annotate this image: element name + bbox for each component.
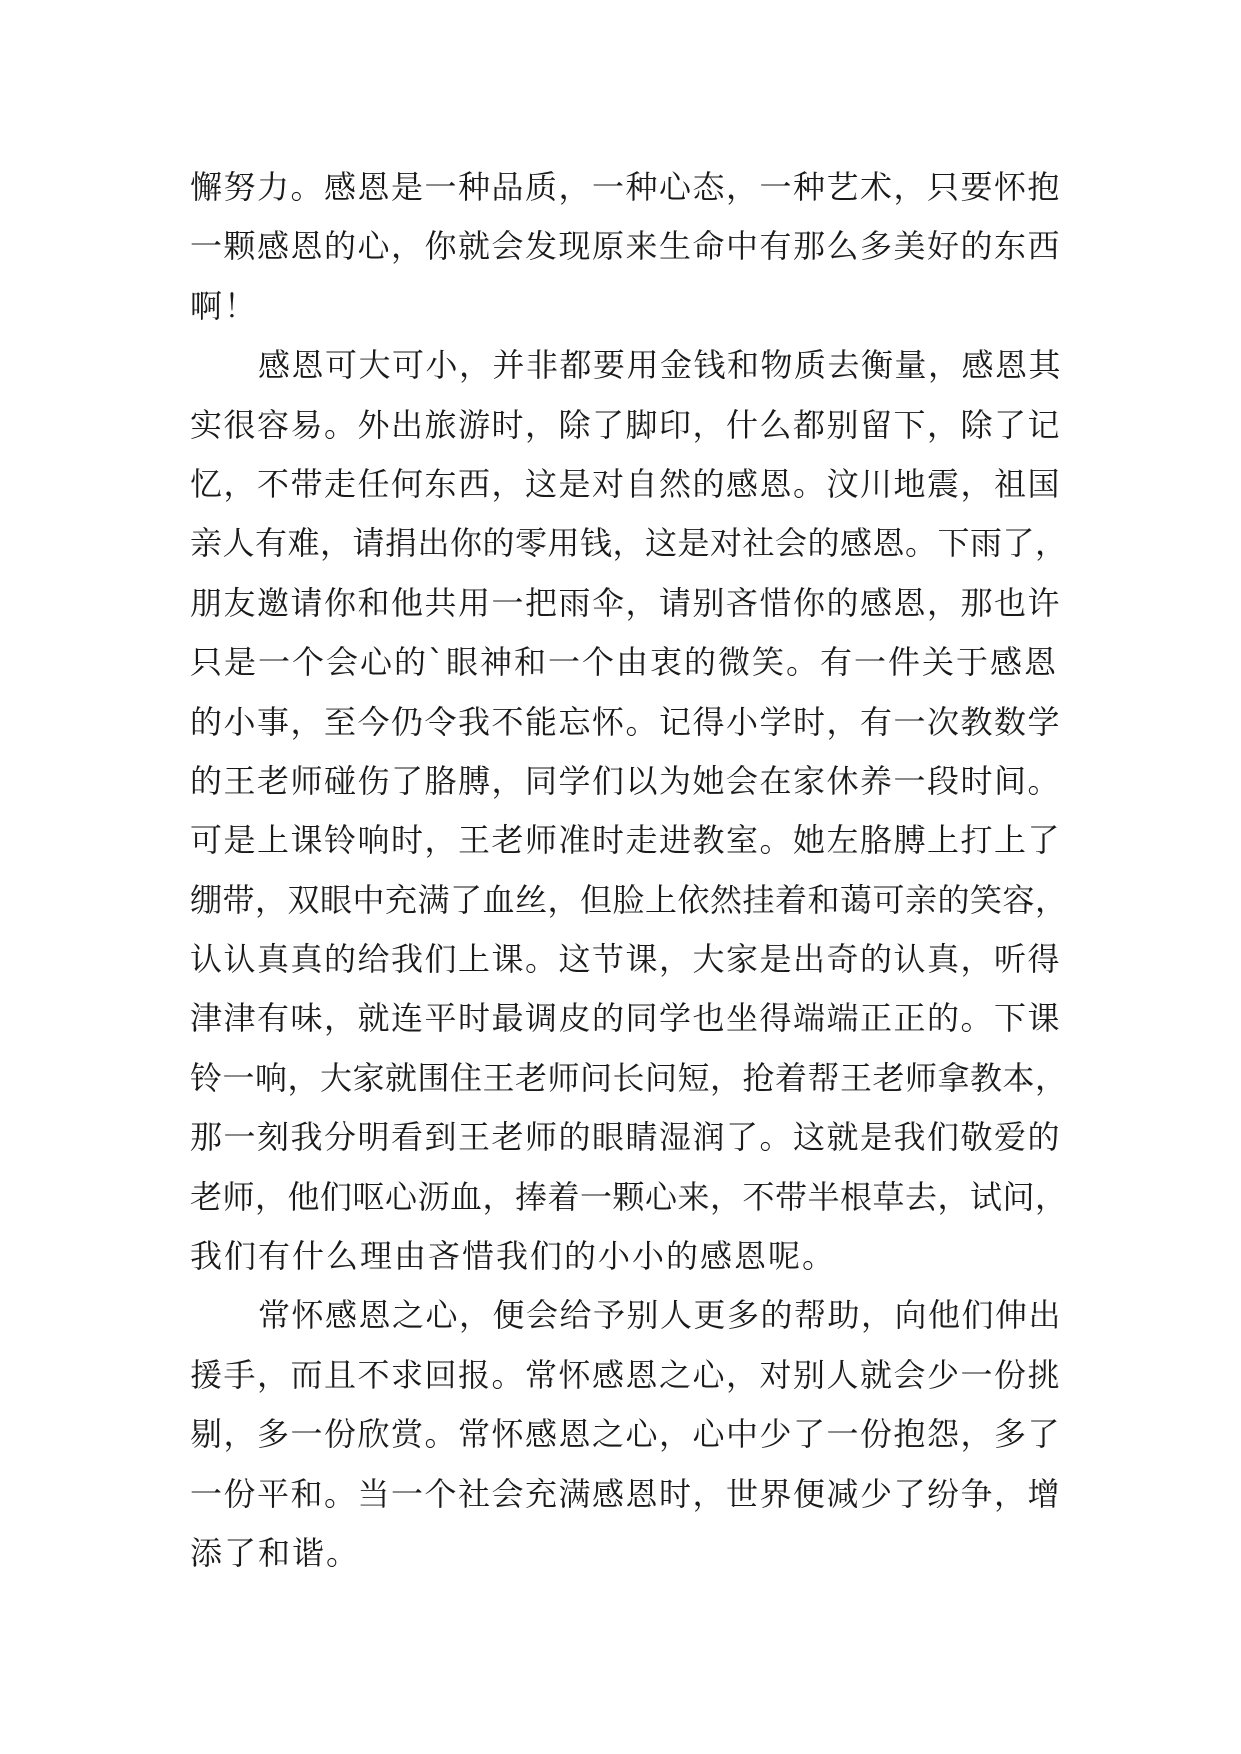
paragraph-3 [190, 1286, 1070, 1583]
text-line: 一份平和。当一个社会充满感恩时，世界便减少了纷争，增 [190, 1474, 1062, 1513]
text-line: 实很容易。外出旅游时，除了脚印，什么都别留下，除了记 [190, 405, 1062, 444]
text-line: 朋友邀请你和他共用一把雨伞，请别吝惜你的感恩，那也许 [190, 583, 1062, 622]
text-line: 铃一响，大家就围住王老师问长问短，抢着帮王老师拿教本， [190, 1058, 1068, 1097]
text-line: 的小事，至今仍令我不能忘怀。记得小学时，有一次教数学 [190, 702, 1062, 741]
text-line: 忆，不带走任何东西，这是对自然的感恩。汶川地震，祖国 [190, 464, 1062, 503]
text-line: 剔，多一份欣赏。常怀感恩之心，心中少了一份抱怨，多了 [190, 1415, 1062, 1454]
text-line: 添了和谐。 [190, 1533, 361, 1572]
text-line: 啊！ [190, 286, 259, 325]
text-line: 常怀感恩之心，便会给予别人更多的帮助，向他们伸出 [258, 1296, 1063, 1335]
text-line: 的王老师碰伤了胳膊，同学们以为她会在家休养一段时间。 [190, 761, 1062, 800]
text-line: 认认真真的给我们上课。这节课，大家是出奇的认真，听得 [190, 940, 1062, 979]
text-line: 老师，他们呕心沥血，捧着一颗心来，不带半根草去，试问， [190, 1177, 1068, 1216]
text-line: 可是上课铃响时，王老师准时走进教室。她左胳膊上打上了 [190, 821, 1062, 860]
text-line: 只是一个会心的`眼神和一个由衷的微笑。有一件关于感恩 [190, 643, 1059, 682]
paragraph-1 [190, 158, 1070, 336]
document-body [190, 158, 1070, 1583]
text-line: 那一刻我分明看到王老师的眼睛湿润了。这就是我们敬爱的 [190, 1118, 1062, 1157]
text-line: 感恩可大可小，并非都要用金钱和物质去衡量，感恩其 [258, 346, 1063, 385]
text-line: 亲人有难，请捐出你的零用钱，这是对社会的感恩。下雨了， [190, 524, 1068, 563]
text-line: 我们有什么理由吝惜我们的小小的感恩呢。 [190, 1237, 837, 1276]
text-line: 绷带，双眼中充满了血丝，但脸上依然挂着和蔼可亲的笑容， [190, 880, 1068, 919]
text-line: 懈努力。感恩是一种品质，一种心态，一种艺术，只要怀抱 [190, 168, 1062, 206]
text-line: 津津有味，就连平时最调皮的同学也坐得端端正正的。下课 [190, 999, 1062, 1038]
text-line: 一颗感恩的心，你就会发现原来生命中有那么多美好的东西 [190, 227, 1062, 266]
text-line: 援手，而且不求回报。常怀感恩之心，对别人就会少一份挑 [190, 1355, 1062, 1394]
paragraph-2 [190, 336, 1070, 1286]
